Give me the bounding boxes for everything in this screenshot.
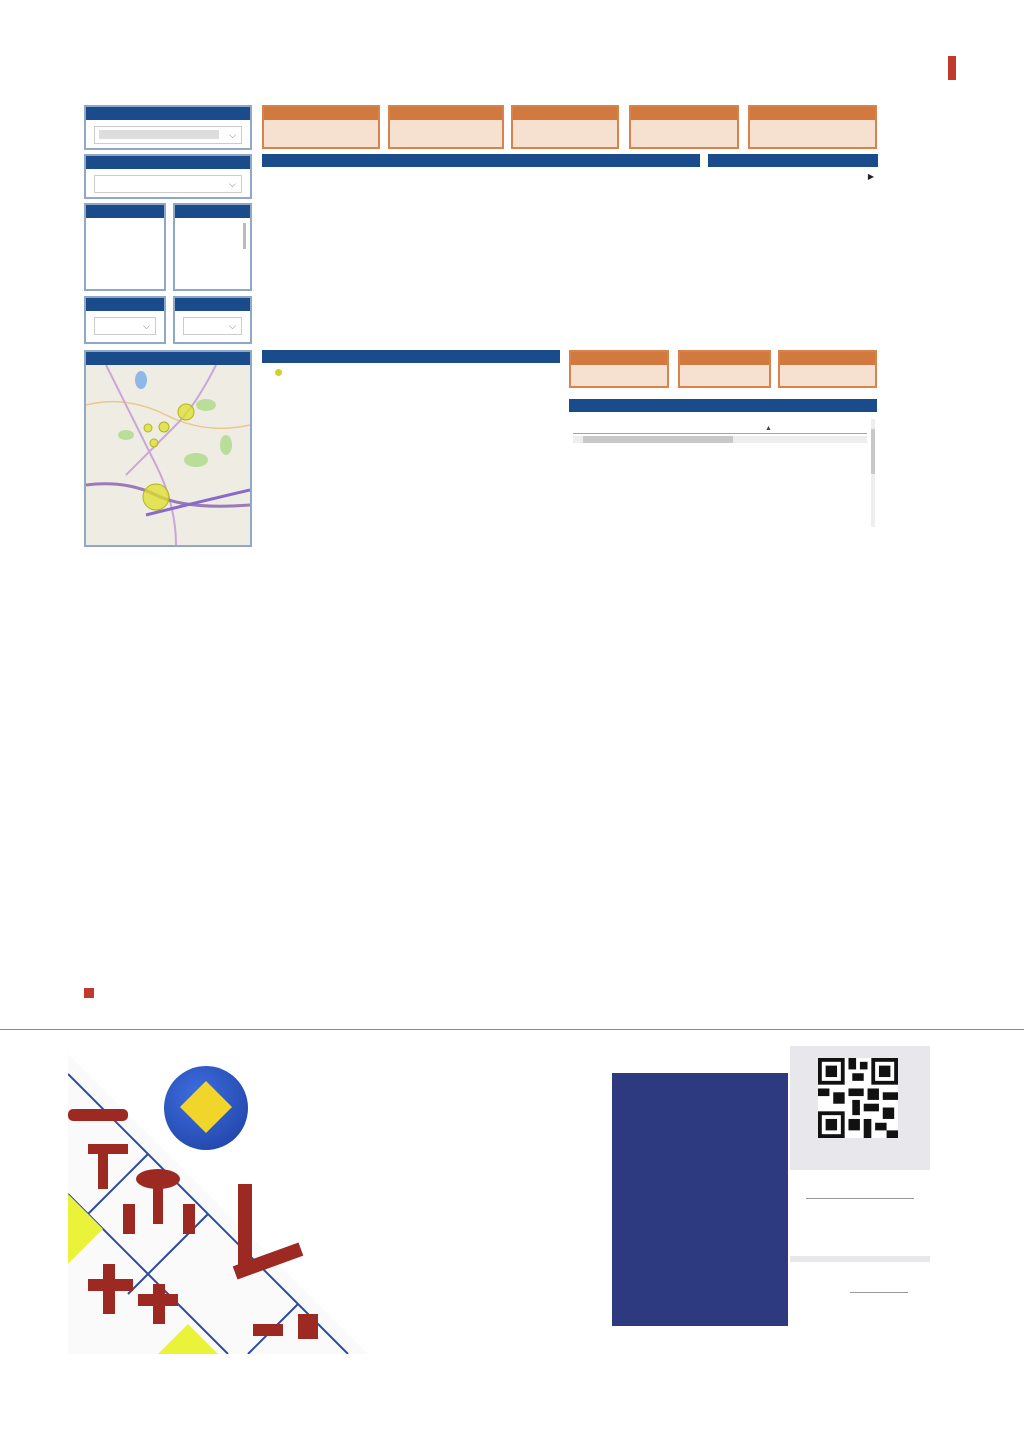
academies-filter-title	[86, 156, 250, 169]
kpi-avg-cost	[388, 105, 504, 149]
year-filter	[84, 296, 166, 344]
horizontal-scrollbar[interactable]	[573, 436, 867, 443]
day-of-week-dropdown[interactable]	[183, 317, 242, 335]
sort-ascending-icon: ▲	[765, 425, 772, 432]
consumption-breakdown-panel	[708, 154, 878, 343]
data-summary-title	[569, 399, 877, 412]
day-of-week-filter-title	[175, 298, 250, 311]
kpi-value	[513, 120, 617, 144]
year-filter-title	[86, 298, 164, 311]
kpi-value	[780, 365, 875, 387]
trust-filter	[84, 105, 252, 150]
kpi-label	[750, 107, 875, 120]
chevron-down-icon: ⌵	[229, 130, 236, 140]
kpi-total-cost	[262, 105, 380, 149]
kpi-value	[680, 365, 769, 387]
kpi-value	[750, 120, 875, 144]
data-summary-table	[569, 412, 877, 443]
month-scrollbar[interactable]	[243, 223, 246, 249]
ensign-subtitle	[806, 1198, 914, 1202]
legend-next-arrow-icon[interactable]: ▶	[867, 172, 874, 181]
qr-code[interactable]	[818, 1058, 898, 1138]
trust-dropdown[interactable]	[94, 126, 242, 144]
kpi-no-trusts	[569, 350, 669, 388]
kpi-consumption	[511, 105, 619, 149]
branch-phone-list	[612, 1073, 788, 1326]
total-spend-chart	[262, 372, 560, 547]
academies-dropdown[interactable]	[94, 175, 242, 193]
month-filter	[173, 203, 252, 291]
month-filter-title	[175, 205, 250, 218]
status-filter	[84, 203, 166, 291]
status-checklist	[86, 218, 164, 224]
author-byline	[84, 988, 102, 998]
location-map[interactable]	[86, 365, 250, 545]
consumption-chart	[262, 178, 700, 343]
kpi-label	[780, 352, 875, 365]
data-summary-panel	[569, 399, 877, 539]
kpi-label	[571, 352, 667, 365]
day-of-week-filter	[173, 296, 252, 344]
consumption-chart-title	[262, 154, 700, 167]
ad-sidebar	[790, 1046, 930, 1354]
kpi-label	[631, 107, 737, 120]
byline-marker	[84, 988, 94, 998]
trust-filter-title	[86, 107, 250, 120]
total-spend-title	[262, 350, 560, 363]
article-body	[84, 574, 436, 595]
chevron-down-icon: ⌵	[143, 321, 150, 331]
kpi-area	[778, 350, 877, 388]
ensign-logo	[790, 1170, 930, 1256]
total-spend-panel	[262, 350, 560, 547]
kpi-value	[571, 365, 667, 387]
kpi-label	[680, 352, 769, 365]
academies-filter	[84, 154, 252, 199]
section-header	[938, 56, 966, 80]
breakdown-pie-chart	[708, 178, 878, 343]
section-divider	[948, 56, 956, 80]
kpi-usage	[748, 105, 877, 149]
kpi-value	[264, 120, 378, 144]
month-checklist	[175, 218, 250, 224]
year-dropdown[interactable]	[94, 317, 156, 335]
location-map-panel	[84, 350, 252, 547]
pam-subtitle	[850, 1292, 908, 1293]
sbs-diamond	[180, 1081, 232, 1133]
pam-logo	[790, 1262, 930, 1354]
breakdown-chart-title	[708, 154, 878, 167]
chevron-down-icon: ⌵	[229, 321, 236, 331]
chevron-down-icon: ⌵	[229, 179, 236, 189]
column-header-mpan[interactable]	[765, 418, 817, 432]
vertical-scrollbar[interactable]	[871, 419, 875, 527]
article-paragraph-last	[84, 574, 436, 595]
kpi-no-sites	[678, 350, 771, 388]
kpi-value	[631, 120, 737, 144]
status-filter-title	[86, 205, 164, 218]
sbs-logo	[164, 1066, 248, 1150]
consumption-chart-panel	[262, 154, 700, 343]
kpi-avg-consumption	[629, 105, 739, 149]
kpi-label	[264, 107, 378, 120]
kpi-label	[513, 107, 617, 120]
location-title	[86, 352, 250, 365]
section-rule	[0, 1029, 1024, 1030]
kpi-value	[390, 120, 502, 144]
kpi-label	[390, 107, 502, 120]
